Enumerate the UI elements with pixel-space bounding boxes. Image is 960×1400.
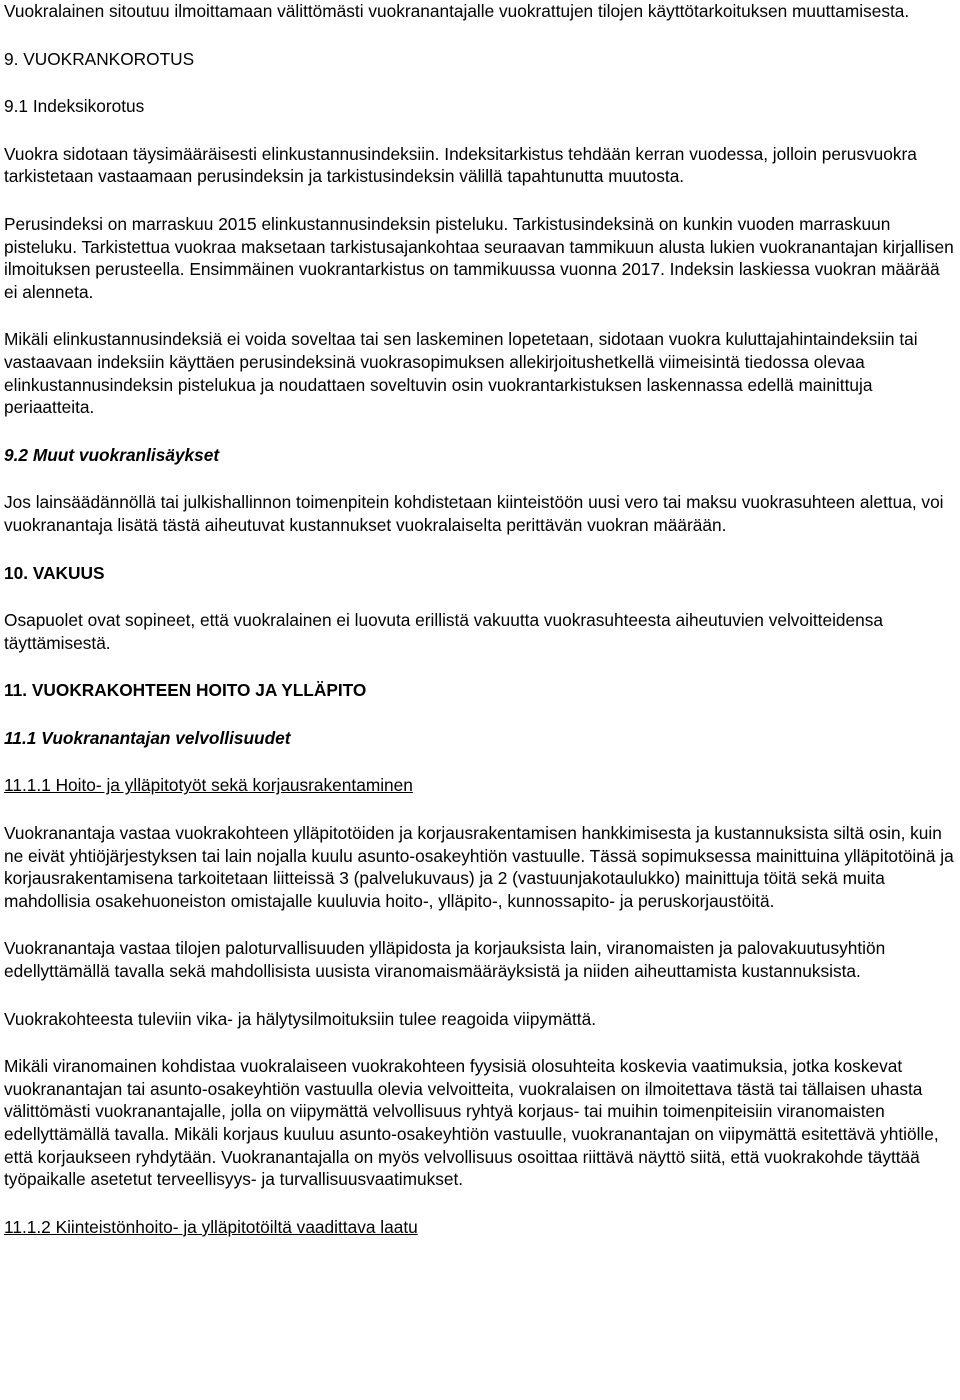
section-11-1-1-paragraph-1: Vuokranantaja vastaa vuokrakohteen ylläpitotöiden ja korjausrakentamisen hankkimisesta ja kustannuksista siltä osin, kuin ne eivät yhtiöjärjestyksen tai lain nojalla kuulu asunto-osakeyhtiön vastuulle. Tässä sopimuksessa mainittuina ylläpitotöinä ja korjausrakentamisena tarkoitetaan liitteissä 3 (palvelukuvaus) ja 2 (vastuunjakotaulukko) mainittuja töitä sekä muita mahdollisia osakehuoneiston omistajalle kuuluvia hoito-, ylläpito-, kunnossapito- ja peruskorjaustöitä. <box>4 823 954 911</box>
section-10-heading: 10. VAKUUS <box>4 562 105 583</box>
section-9-2-paragraph: Jos lainsäädännöllä tai julkishallinnon toimenpitein kohdistetaan kiinteistöön uusi vero tai maksu vuokrasuhteen alettua, voi vuokranantaja lisätä tästä aiheutuvat kustannukset vuokralaiselta perittävän vuokran määrään. <box>4 492 944 535</box>
section-11-heading: 11. VUOKRAKOHTEEN HOITO JA YLLÄPITO <box>4 680 367 701</box>
section-11-1-1-heading: 11.1.1 Hoito- ja ylläpitotyöt sekä korjausrakentaminen <box>4 775 413 796</box>
section-11-1-2-heading: 11.1.2 Kiinteistönhoito- ja ylläpitotöiltä vaadittava laatu <box>4 1216 418 1237</box>
section-9-1-paragraph-2: Perusindeksi on marraskuu 2015 elinkustannusindeksin pisteluku. Tarkistusindeksinä on kunkin vuoden marraskuun pisteluku. Tarkistettua vuokraa maksetaan tarkistusajankohtaa seuraavan tammikuun alusta lukien vuokranantajan kirjallisen ilmoituksen perusteella. Ensimmäinen vuokrantarkistus on tammikuussa vuonna 2017. Indeksin laskiessa vuokran määrää ei alenneta. <box>4 213 954 302</box>
section-9-2-heading: 9.2 Muut vuokranlisäykset <box>4 444 220 465</box>
section-9-1-heading: 9.1 Indeksikorotus <box>4 96 145 117</box>
section-11-1-1-paragraph-3: Vuokrakohteesta tuleviin vika- ja hälytysilmoituksiin tulee reagoida viipymättä. <box>4 1008 597 1029</box>
section-9-1-paragraph-3: Mikäli elinkustannusindeksiä ei voida soveltaa tai sen laskeminen lopetetaan, sidotaan vuokra kuluttajahintaindeksiin tai vastaavaan indeksiin käyttäen perusindeksinä vuokrasopimuksen allekirjoitushetkellä viimeisintä tiedossa olevaa elinkustannusindeksin pistelukua ja noudattaen soveltuvin osin vuokrantarkistuksen laskennassa edellä mainittuja periaatteita. <box>4 329 918 418</box>
section-11-1-1-paragraph-2: Vuokranantaja vastaa tilojen paloturvallisuuden ylläpidosta ja korjauksista lain, viranomaisten ja palovakuutusyhtiön edellyttämällä tavalla sekä mahdollisista uusista viranomaismääräyksistä ja niiden aiheuttamista kustannuksista. <box>4 938 886 982</box>
section-11-1-heading: 11.1 Vuokranantajan velvollisuudet <box>4 727 291 748</box>
section-9-1-paragraph-1: Vuokra sidotaan täysimääräisesti elinkustannusindeksiin. Indeksitarkistus tehdään kerran vuodessa, jolloin perusvuokra tarkistetaan vastaamaan perusindeksin ja tarkistusindeksin välillä tapahtunutta muutosta. <box>4 143 917 187</box>
section-10-paragraph: Osapuolet ovat sopineet, että vuokralainen ei luovuta erillistä vakuutta vuokrasuhteesta aiheutuvien velvoitteidensa täyttämisestä. <box>4 610 884 653</box>
section-11-1-1-paragraph-4: Mikäli viranomainen kohdistaa vuokralaiseen vuokrakohteen fyysisiä olosuhteita koskevia vaatimuksia, jotka koskevat vuokranantajan tai asunto-osakeyhtiön vastuulla olevia velvoitteita, vuokralaisen on ilmoitettava tästä tai tällaisen uhasta välittömästi vuokranantajalle, jolla on viipymättä velvollisuus ryhtyä korjaus- tai muihin toimenpiteisiin viranomaisten edellyttämällä tavalla. Mikäli korjaus kuuluu asunto-osakeyhtiön vastuulle, vuokranantajan on viipymättä esitettävä yhtiölle, että korjaukseen ryhdytään. Vuokranantajalla on myös velvollisuus osoittaa riittävä näyttö siitä, että vuokrakohde täyttää työpaikalle asetetut terveellisyys- ja turvallisuusvaatimukset. <box>4 1056 939 1190</box>
section-9-heading: 9. VUOKRANKOROTUS <box>4 48 195 69</box>
intro-paragraph: Vuokralainen sitoutuu ilmoittamaan välittömästi vuokranantajalle vuokrattujen tilojen käyttötarkoituksen muuttamisesta. <box>4 1 910 21</box>
